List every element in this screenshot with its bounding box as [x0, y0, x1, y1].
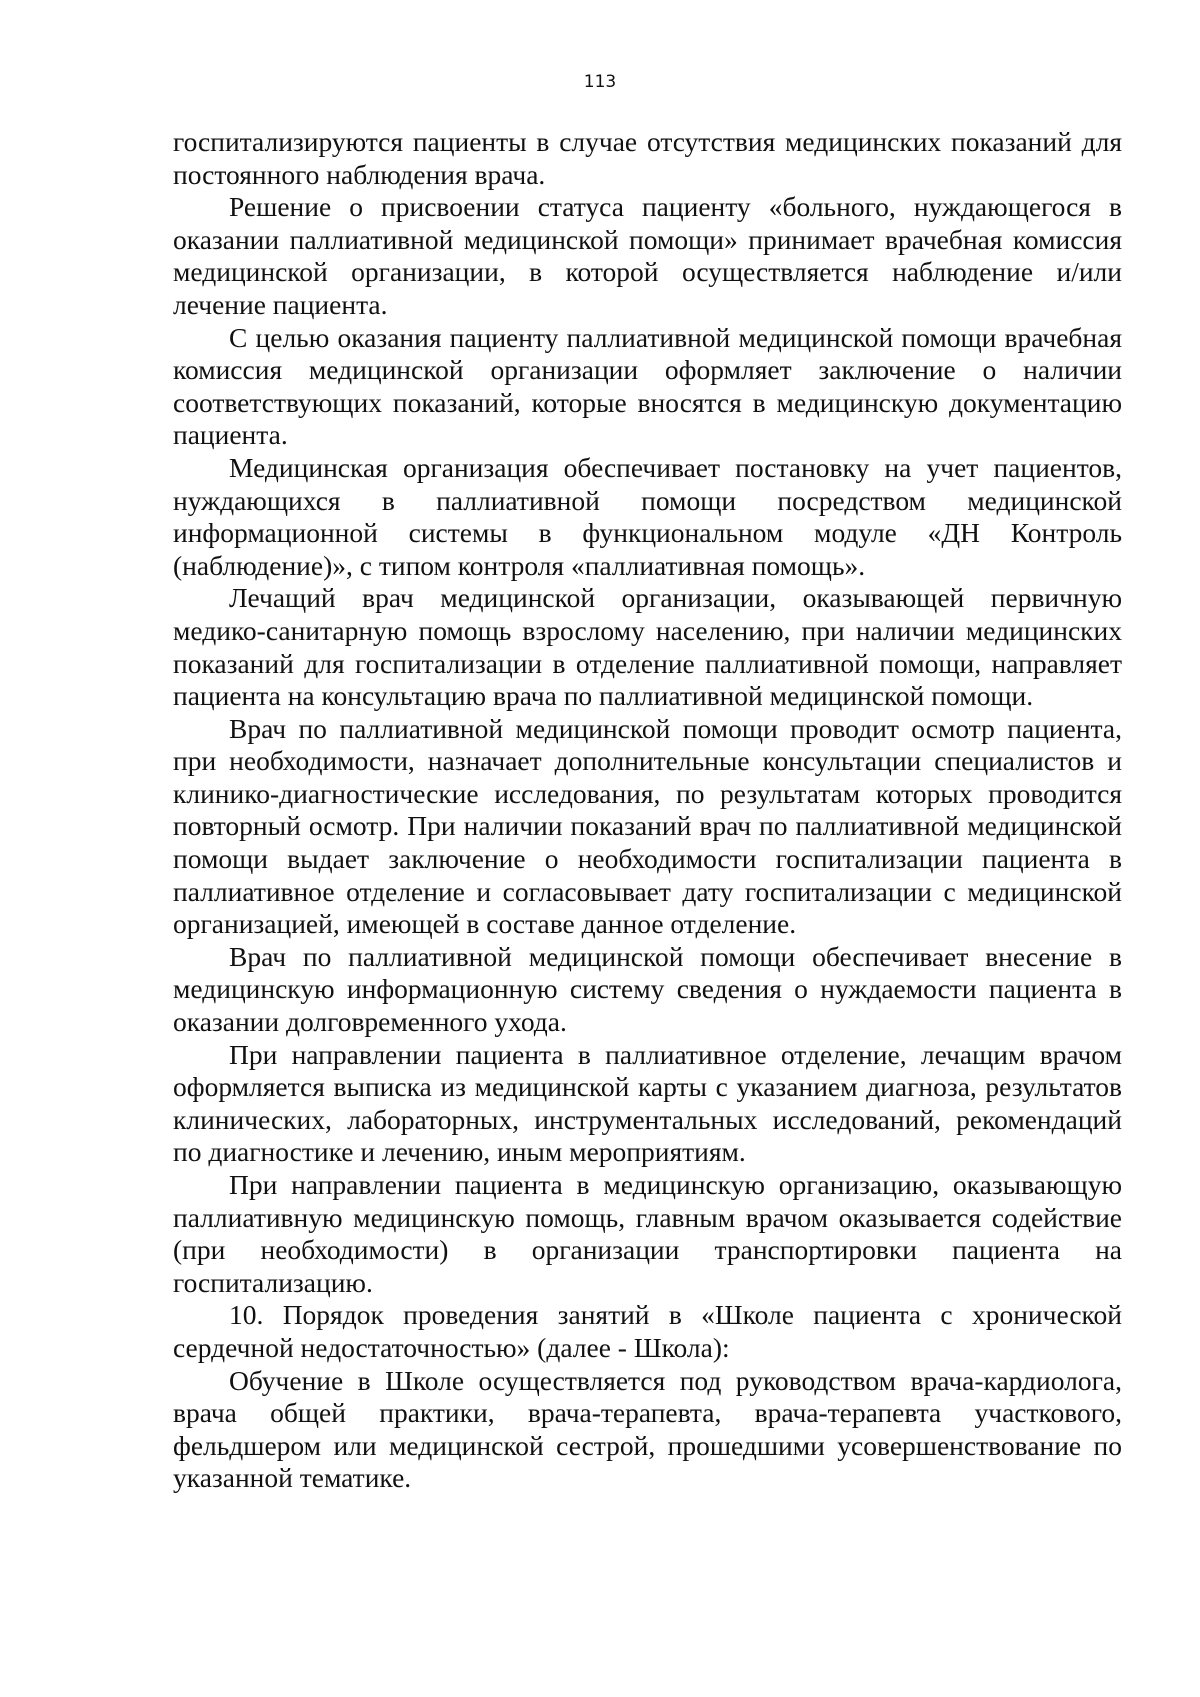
document-body — [173, 126, 1122, 1495]
paragraph: Обучение в Школе осуществляется под руководством врача-кардиолога, врача общей практики, врача-терапевта, врача-терапевта участкового, фельдшером или медицинской сестрой, прошедшими усовершенствование по указанной тематике. — [173, 1364, 1122, 1494]
paragraph: Медицинская организация обеспечивает постановку на учет пациентов, нуждающихся в паллиативной помощи посредством медицинской информационной системы в функциональном модуле «ДН Контроль (наблюдение)», с типом контроля «паллиативная помощь». — [173, 451, 1122, 581]
paragraph: С целью оказания пациенту паллиативной медицинской помощи врачебная комиссия медицинской организации оформляет заключение о наличии соответствующих показаний, которые вносятся в медицинскую документацию пациента. — [173, 321, 1122, 451]
paragraph: При направлении пациента в паллиативное отделение, лечащим врачом оформляется выписка из медицинской карты с указанием диагноза, результатов клинических, лабораторных, инструментальных исследований, рекомендаций по диагностике и лечению, иным мероприятиям. — [173, 1038, 1122, 1168]
paragraph: Решение о присвоении статуса пациенту «больного, нуждающегося в оказании паллиативной медицинской помощи» принимает врачебная комиссия медицинской организации, в которой осуществляется наблюдение и/или лечение пациента. — [173, 191, 1122, 320]
paragraph: Лечащий врач медицинской организации, оказывающей первичную медико-санитарную помощь взрослому населению, при наличии медицинских показаний для госпитализации в отделение паллиативной помощи, направляет пациента на консультацию врача по паллиативной медицинской помощи. — [173, 582, 1122, 712]
paragraph-continuation: госпитализируются пациенты в случае отсутствия медицинских показаний для постоянного наблюдения врача. — [173, 126, 1122, 190]
page-number: 113 — [583, 72, 617, 92]
paragraph: При направлении пациента в медицинскую организацию, оказывающую паллиативную медицинскую помощь, главным врачом оказывается содействие (при необходимости) в организации транспортировки пациента на госпитализацию. — [173, 1169, 1122, 1298]
paragraph: Врач по паллиативной медицинской помощи проводит осмотр пациента, при необходимости, назначает дополнительные консультации специалистов и клинико-диагностические исследования, по результатам которых проводится повторный осмотр. При наличии показаний врач по паллиативной медицинской помощи выдает заключение о необходимости госпитализации пациента в паллиативное отделение и согласовывает дату госпитализации с медицинской организацией, имеющей в составе данное отделение. — [173, 712, 1122, 940]
section-heading-paragraph: 10. Порядок проведения занятий в «Школе пациента с хронической сердечной недостаточностью» (далее - Школа): — [173, 1299, 1122, 1363]
paragraph: Врач по паллиативной медицинской помощи обеспечивает внесение в медицинскую информационную систему сведения о нуждаемости пациента в оказании долговременного ухода. — [173, 940, 1122, 1038]
